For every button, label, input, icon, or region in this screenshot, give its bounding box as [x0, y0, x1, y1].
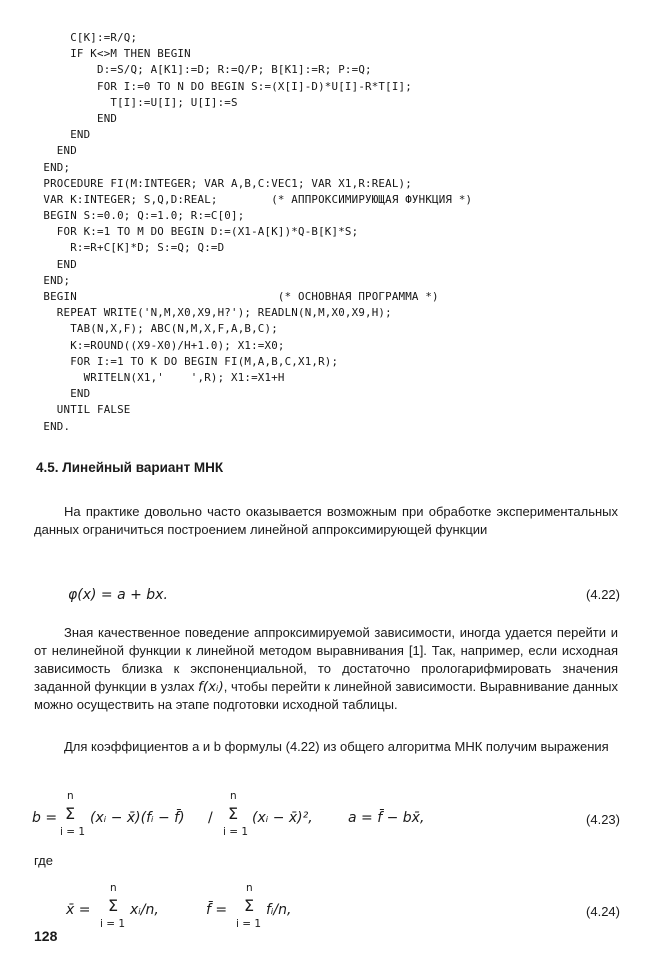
sigma-symbol-2: Σ [228, 804, 239, 823]
denominator-term: (xᵢ − x̄)², [252, 810, 313, 826]
code-line: END. [30, 419, 71, 433]
code-line: END; [30, 160, 71, 174]
sum-lower-limit-4: i = 1 [236, 918, 262, 930]
code-line: UNTIL FALSE [30, 403, 131, 417]
function-at-node: f(xᵢ) [198, 679, 224, 695]
code-line: BEGIN S:=0.0; Q:=1.0; R:=C[0]; [30, 209, 245, 223]
code-line: END [30, 387, 91, 401]
numerator-term: (xᵢ − x̄)(fᵢ − f̄) [90, 810, 185, 826]
code-line: REPEAT WRITE('N,M,X0,X9,H?'); READLN(N,M,X0,X9,H); [30, 306, 392, 320]
code-line: IF K<>M THEN BEGIN [30, 47, 191, 61]
sigma-symbol-1: Σ [65, 804, 76, 823]
sum-lower-limit-3: i = 1 [100, 918, 126, 930]
sigma-symbol-3: Σ [108, 896, 119, 915]
paragraph-coefficients: Для коэффициентов a и b формулы (4.22) из общего алгоритма МНК получим выражения [64, 739, 609, 754]
equation-number: (4.24) [586, 904, 620, 919]
section-heading: 4.5. Линейный вариант МНК [36, 460, 224, 475]
code-line: END; [30, 273, 71, 287]
equation-linear-function: φ(x) = a + bx. [68, 587, 168, 603]
sum-upper-limit-3: n [110, 882, 117, 894]
pascal-code-listing [30, 30, 472, 435]
equation-number: (4.22) [586, 587, 620, 602]
code-line: END [30, 144, 77, 158]
sigma-symbol-4: Σ [244, 896, 255, 915]
code-line: D:=S/Q; A[K1]:=D; R:=Q/P; B[K1]:=R; P:=Q; [30, 63, 372, 77]
code-line: FOR K:=1 TO M DO BEGIN D:=(X1-A[K])*Q-B[K]*S; [30, 225, 359, 239]
code-line: END [30, 128, 91, 142]
equation-4-24 [30, 882, 620, 932]
sum-upper-limit-2: n [230, 790, 237, 802]
f-mean-term: fᵢ/n, [266, 902, 292, 918]
code-line: PROCEDURE FI(M:INTEGER; VAR A,B,C:VEC1; VAR X1,R:REAL); [30, 176, 412, 190]
paragraph-alignment-text-end: , чтобы перейти к линейной зависимости. Выравнивание данных можно осуществить на этапе подготовки исходной таблицы. [34, 679, 618, 712]
code-line: R:=R+C[K]*D; S:=Q; Q:=D [30, 241, 225, 255]
code-line: K:=ROUND((X9-X0)/H+1.0); X1:=X0; [30, 338, 285, 352]
b-equals: b = [32, 810, 58, 826]
sum-lower-limit: i = 1 [60, 826, 86, 838]
page-number: 128 [34, 928, 58, 944]
code-line: WRITELN(X1,' ',R); X1:=X1+H [30, 370, 285, 384]
code-line: FOR I:=0 TO N DO BEGIN S:=(X[I]-D)*U[I]-R*T[I]; [30, 79, 412, 93]
x-mean-term: xᵢ/n, [130, 902, 159, 918]
code-line: END [30, 111, 118, 125]
equation-4-23 [30, 790, 620, 850]
code-line: C[K]:=R/Q; [30, 31, 138, 44]
code-line: TAB(N,X,F); ABC(N,M,X,F,A,B,C); [30, 322, 278, 336]
f-mean-equals: f̄ = [206, 902, 228, 918]
paragraph-alignment-text: Зная качественное поведение аппроксимируемой зависимости, иногда удается перейти и от нелинейной функции к линейной методом выравнивания [1]. Так, например, если исходная зависимость близка к экспоненциальной, то достаточно прологарифмировать значения заданной функции в узлах [34, 625, 618, 694]
division-slash: / [208, 810, 213, 826]
where-word: где [34, 853, 53, 868]
sum-upper-limit: n [67, 790, 74, 802]
code-line: FOR I:=1 TO K DO BEGIN FI(M,A,B,C,X1,R); [30, 354, 339, 368]
a-equals: a = f̄ − bx̄, [348, 810, 425, 826]
code-line: END [30, 257, 77, 271]
paragraph-alignment [34, 624, 618, 714]
sum-lower-limit-2: i = 1 [223, 826, 249, 838]
equation-4-22 [30, 585, 620, 625]
x-mean-equals: x̄ = [66, 902, 91, 918]
code-line: BEGIN (* ОСНОВНАЯ ПРОГРАММА *) [30, 290, 439, 303]
paragraph-intro: На практике довольно часто оказывается возможным при обработке экспериментальных данных ограничиться построением линейной аппроксимирующей функции [34, 504, 618, 537]
code-line: VAR K:INTEGER; S,Q,D:REAL; (* АППРОКСИМИРУЮЩАЯ ФУНКЦИЯ *) [30, 192, 473, 206]
code-line: T[I]:=U[I]; U[I]:=S [30, 95, 238, 109]
sum-upper-limit-4: n [246, 882, 253, 894]
equation-number: (4.23) [586, 812, 620, 827]
